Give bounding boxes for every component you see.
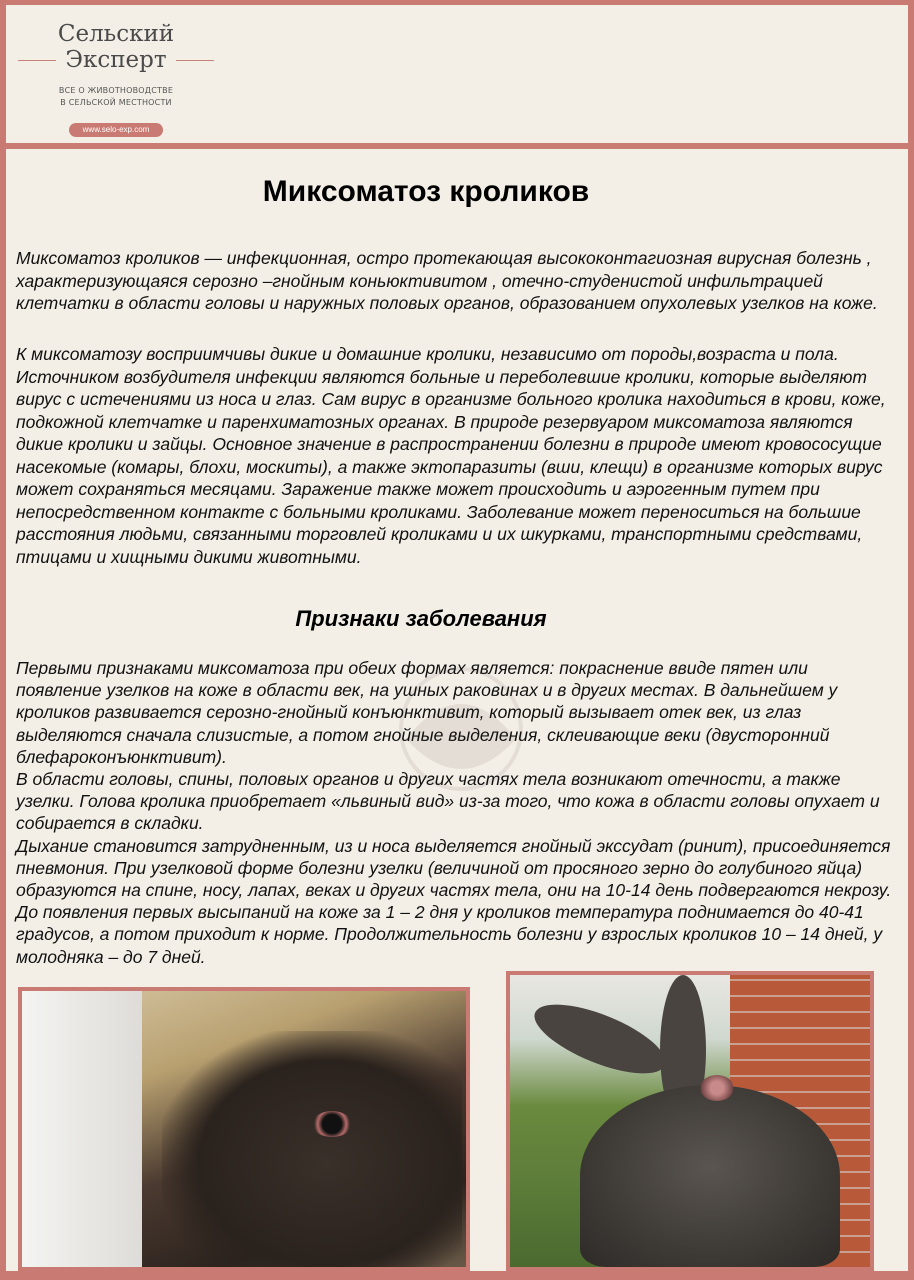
symptoms-text-1: Первыми признаками миксоматоза при обеих формах является: покраснение ввиде пятен или появление узелков на коже в области век, на ушных раковинах и в других местах. В дальнейшем у кроликов развивается серозно-гнойный конъюнктивит, который вызывает отек век, из глаз выделяются сначала слизистые, а потом гнойные выделения, склеивающие веки (двусторонний блефароконъюнктивит).: [16, 658, 838, 767]
photo-rabbit-eye: [312, 1111, 352, 1137]
logo-title-line2-wrap: [18, 47, 214, 73]
site-url-badge[interactable]: www.selo-exp.com: [69, 123, 164, 137]
site-logo[interactable]: [18, 15, 214, 139]
symptoms-text-3: Дыхание становится затрудненным, из и носа выделяется гнойный экссудат (ринит), присоединяется пневмония. При узелковой форме болезни узелки (величиной от просяного зерно до голубиного яйца) образуются на спине, носу, лапах, веках и других частях тела, они на 10-14 день подвергаются некрозу.: [16, 835, 892, 901]
paragraph-intro: Миксоматоз кроликов — инфекционная, остро протекающая высококонтагиозная вирусная болезнь , характеризующаяся серозно –гнойным коньюктивитом , отечно-студенистой инфильтрацией клетчатки в области головы и наружных половых органов, образованием опухолевых узелков на коже.: [16, 248, 878, 313]
photo-rabbit-head: [162, 1031, 462, 1271]
site-header: [6, 5, 908, 143]
section-heading-symptoms: Признаки заболевания: [295, 606, 547, 631]
photo-rabbit-ear-left: [526, 991, 674, 1088]
photo-rabbit-body: [580, 1085, 840, 1267]
rabbit-photo-closeup: [18, 987, 470, 1271]
photo-rabbit-swollen-eye: [700, 1075, 734, 1101]
photo-cloth: [22, 991, 142, 1267]
logo-tagline-1: ВСЕ О ЖИВОТНОВОДСТВЕ: [58, 86, 174, 95]
symptoms-text-2: В области головы, спины, половых органов и других частях тела возникают отечности, а также узелки. Голова кролика приобретает «львиный вид» из-за того, что кожа в области головы опухает и собирается в складки.: [16, 769, 880, 834]
paragraph-susceptibility: К миксоматозу восприимчивы дикие и домашние кролики, независимо от породы,возраста и пола. Источником возбудителя инфекции являются больные и переболевшие кролики, которые выделяют вирус с истечениями из носа и глаз. Сам вирус в организме больного кролика находиться в крови, коже, подкожной клетчатке и паренхиматозных органах. В природе резервуаром миксоматоза являются дикие кролики и зайцы. Основное значение в распространении болезни в природе имеют кровососущие насекомые (комары, блохи, москиты), а также эктопаразиты (вши, клещи) в организме которых вирус может сохраняться месяцами. Заражение также может происходить и аэрогенным путем при непосредственном контакте с больными кроликами. Заболевание может переноситься на большие расстояния людьми, связанными торговлей кроликами и их шкурками, транспортными средствами, птицами и хищными дикими животными.: [16, 344, 886, 567]
logo-tagline: [18, 85, 214, 109]
rabbit-photo-outdoor: [506, 971, 874, 1271]
symptoms-text-4: До появления первых высыпаний на коже за 1 – 2 дня у кроликов температура поднимается до 40-41 градусов, а потом приходит к норме. Продолжительность болезни у взрослых кроликов 10 – 14 дней, у молодняка – до 7 дней.: [16, 902, 883, 967]
paragraph-symptoms: [16, 657, 894, 968]
article-title: Миксоматоз кроликов: [262, 175, 590, 208]
logo-title-line2: Эксперт: [65, 47, 167, 73]
article-content: [6, 149, 908, 1271]
logo-tagline-2: В СЕЛЬСКОЙ МЕСТНОСТИ: [60, 98, 172, 107]
logo-title-line1: Сельский: [57, 21, 175, 47]
